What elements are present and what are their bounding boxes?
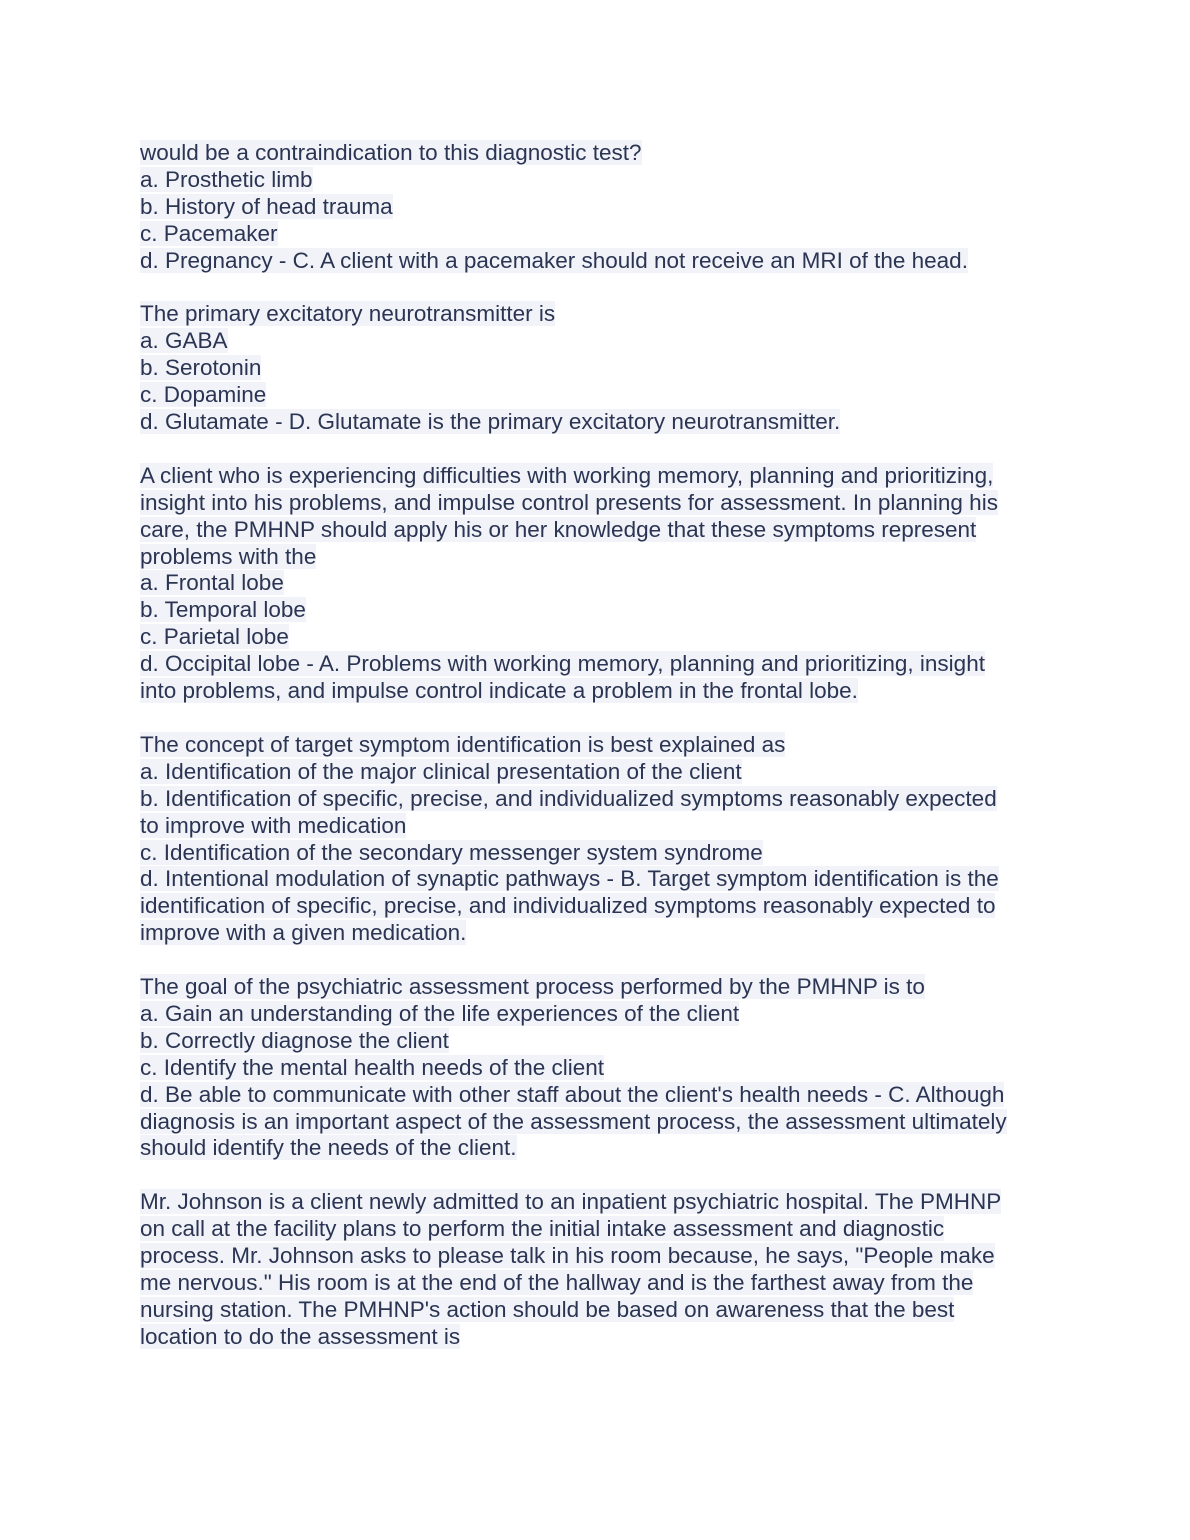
text-line: into problems, and impulse control indicate a problem in the frontal lobe. [140,678,858,704]
text-line: a. Identification of the major clinical presentation of the client [140,758,742,784]
text-line: d. Occipital lobe - A. Problems with working memory, planning and prioritizing, insight [140,651,985,677]
question-block-6 [140,1189,1050,1350]
text-line: b. Identification of specific, precise, and individualized symptoms reasonably expected [140,785,997,811]
text-line: c. Parietal lobe [140,624,289,650]
text-line: c. Pacemaker [140,220,278,246]
text-line: d. Pregnancy - C. A client with a pacemaker should not receive an MRI of the head. [140,247,968,273]
text-line: b. History of head trauma [140,193,393,219]
text-line: Mr. Johnson is a client newly admitted to an inpatient psychiatric hospital. The PMHNP [140,1189,1002,1215]
question-block-2 [140,301,1050,436]
text-line: improve with a given medication. [140,920,467,946]
text-line: b. Serotonin [140,355,262,381]
text-line: process. Mr. Johnson asks to please talk in his room because, he says, "People make [140,1243,995,1269]
text-line: identification of specific, precise, and individualized symptoms reasonably expected to [140,893,996,919]
question-block-3 [140,463,1050,705]
text-line: me nervous." His room is at the end of the hallway and is the farthest away from the [140,1269,974,1295]
document-page [140,140,1050,1378]
text-line: b. Temporal lobe [140,597,306,623]
text-line: a. Frontal lobe [140,570,284,596]
question-block-1 [140,140,1050,275]
text-line: The goal of the psychiatric assessment process performed by the PMHNP is to [140,974,925,1000]
text-line: insight into his problems, and impulse control presents for assessment. In planning his [140,489,998,515]
text-line: b. Correctly diagnose the client [140,1027,449,1053]
question-block-4 [140,732,1050,947]
text-line: c. Dopamine [140,382,267,408]
text-line: The primary excitatory neurotransmitter is [140,301,556,327]
text-line: c. Identification of the secondary messenger system syndrome [140,839,763,865]
text-line: would be a contraindication to this diagnostic test? [140,140,642,165]
text-line: a. GABA [140,328,228,354]
text-line: A client who is experiencing difficulties with working memory, planning and prioritizing, [140,462,994,488]
text-line: c. Identify the mental health needs of the client [140,1054,605,1080]
text-line: should identify the needs of the client. [140,1135,517,1161]
text-line: a. Gain an understanding of the life experiences of the client [140,1000,740,1026]
text-line: a. Prosthetic limb [140,166,313,192]
text-line: The concept of target symptom identification is best explained as [140,731,786,757]
text-line: diagnosis is an important aspect of the assessment process, the assessment ultimately [140,1108,1007,1134]
text-line: location to do the assessment is [140,1323,461,1349]
text-line: nursing station. The PMHNP's action should be based on awareness that the best [140,1296,955,1322]
text-line: d. Intentional modulation of synaptic pathways - B. Target symptom identification is the [140,866,999,892]
question-block-5 [140,974,1050,1162]
text-line: d. Glutamate - D. Glutamate is the primary excitatory neurotransmitter. [140,409,841,435]
text-line: to improve with medication [140,812,407,838]
text-line: care, the PMHNP should apply his or her knowledge that these symptoms represent [140,516,977,542]
text-line: problems with the [140,543,317,569]
text-line: on call at the facility plans to perform the initial intake assessment and diagnostic [140,1216,945,1242]
text-line: d. Be able to communicate with other staff about the client's health needs - C. Although [140,1081,1005,1107]
